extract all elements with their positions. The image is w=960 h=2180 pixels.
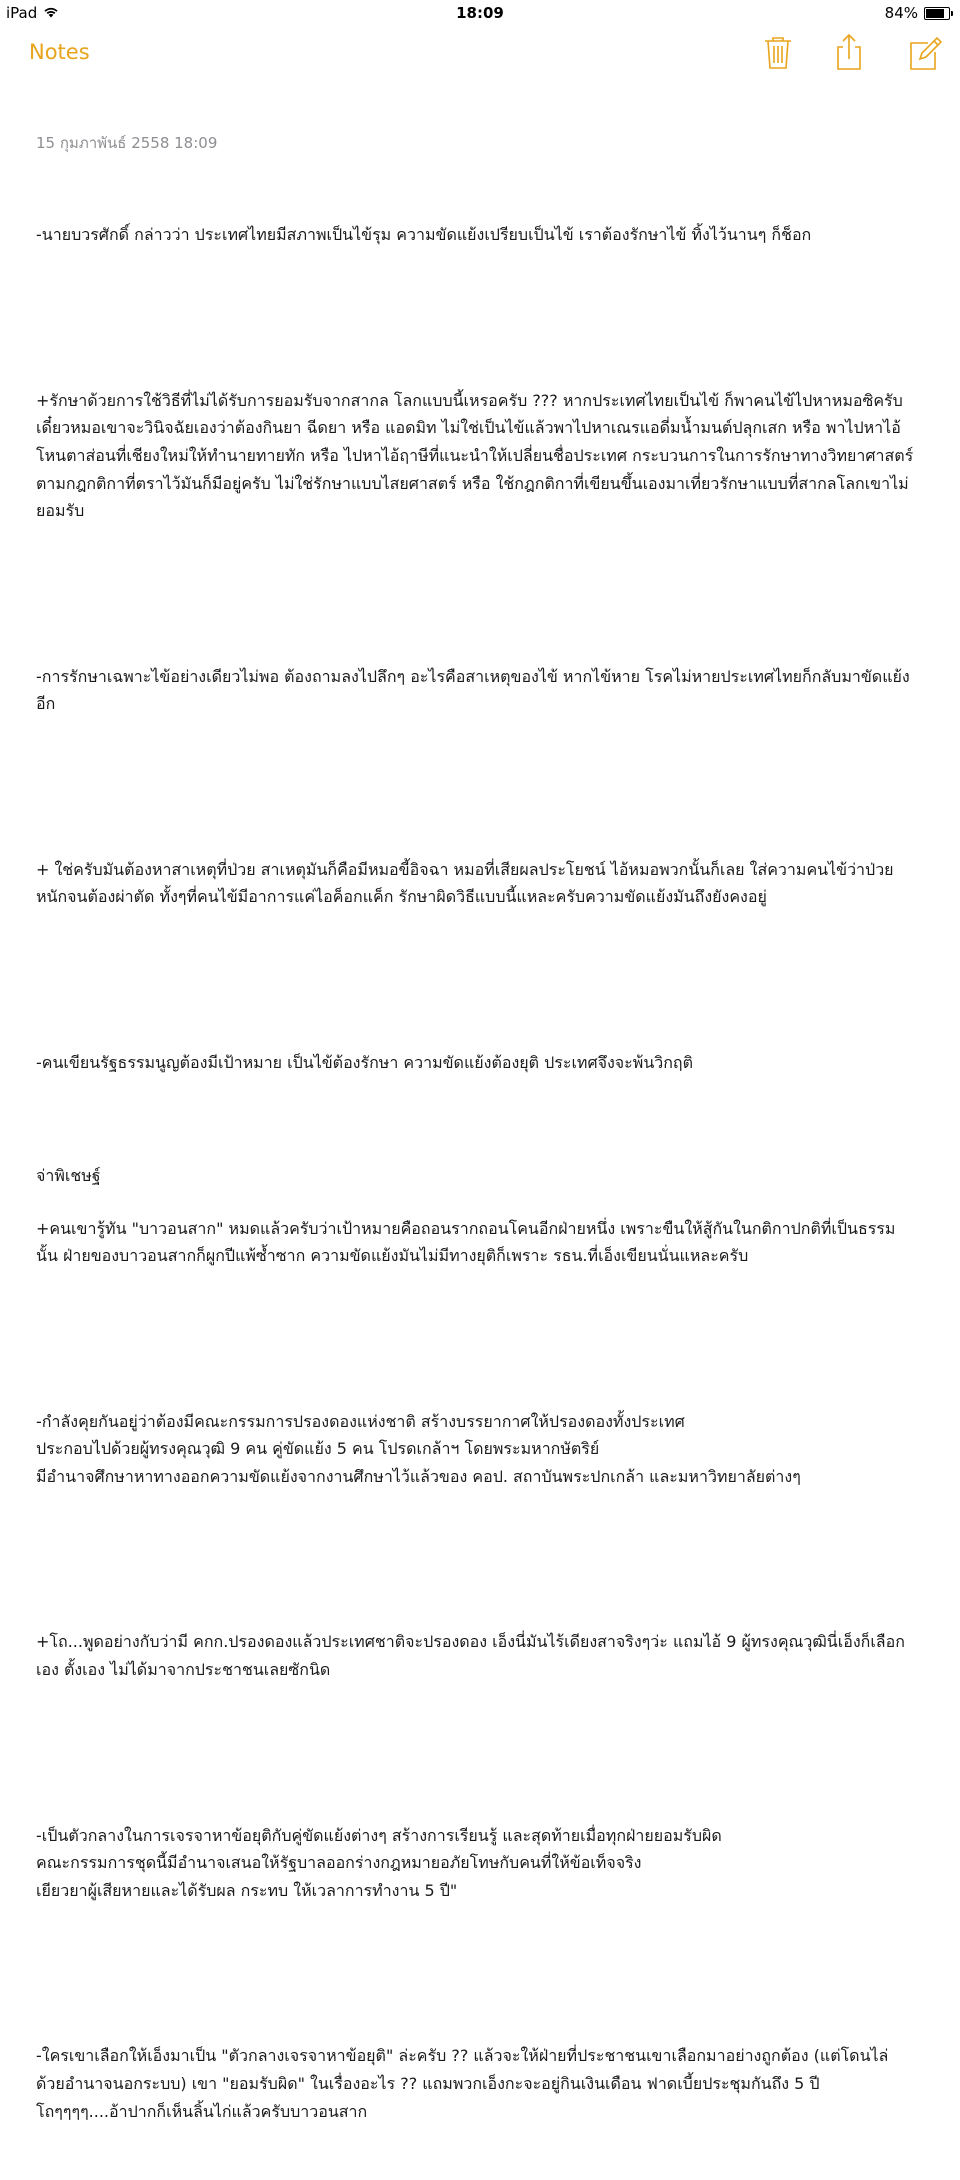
paragraph: +รักษาด้วยการใช้วิธีที่ไม่ได้รับการยอมรับจากสากล โลกแบบนี้เหรอครับ ??? หากประเทศไทยเป็นไข้ ก็พาคนไข้ไปหาหมอซิครับ เดี๋ยวหมอเขาจะวินิจฉัยเองว่าต้องกินยา ฉีดยา หรือ แอดมิท ไม่ใช่เป็นไข้แล้วพาไปหาเณรแอดี่มน้ำมนต์ปลุกเสก หรือ พาไปหาไอ้โหนตาส่อนที่เชียงใหม่ให้ทำนายทายทัก หรือ ไปหาไอ้ฤาษีที่แนะนำให้เปลี่ยนชื่อประเทศ กระบวนการในการรักษาทางวิทยาศาสตร์ ตามกฎกติกาที่ตราไว้มันก็มีอยู่ครับ ไม่ใช่รักษาแบบไสยศาสตร์ หรือ ใช้กฎกติกาที่เขียนขึ้นเองมาเที่ยวรักษาแบบที่สากลโลกเขาไม่ยอมรับ [36,390,919,521]
blank-line [36,1325,916,1353]
battery-icon [924,7,950,20]
notes-back-button[interactable]: Notes [29,40,90,64]
status-time: 18:09 [456,4,504,22]
blank-line [36,1960,916,1988]
paragraph: +โถ...พูดอย่างกับว่ามี คกก.ปรองดองแล้วประเทศชาติจะปรองดอง เอ็งนี่มันไร้เดียงสาจริงๆว่ะ แถมไอ้ 9 ผู้ทรงคุณวุฒินี่เอ็งก็เลือกเอง ตั้งเอง ไม่ได้มาจากประชาชนเลยซักนิด [36,1632,905,1680]
blank-line [36,1132,916,1160]
battery-percent: 84% [884,4,918,22]
blank-line [36,580,916,608]
share-icon[interactable] [831,32,867,72]
toolbar [0,26,960,86]
paragraph: -เป็นตัวกลางในการเจรจาหาข้อยุติกับคู่ขัดแย้งต่างๆ สร้างการเรียนรู้ และสุดท้ายเมื่อทุกฝ่ายยอมรับผิด คณะกรรมการชุดนี้มีอำนาจเสนอให้รัฐบาลออกร่างกฎหมายอภัยโทษกับคนที่ให้ข้อเท็จจริง เยียวยาผู้เสียหายและได้รับผล กระทบ ให้เวลาการทำงาน 5 ปี" [36,1825,722,1900]
paragraph: -ใครเขาเลือกให้เอ็งมาเป็น "ตัวกลางเจรจาหาข้อยุติ" ล่ะครับ ?? แล้วจะให้ฝ่ายที่ประชาชนเขาเลือกมาอย่างถูกต้อง (แต่โดนไล่ด้วยอำนาจนอกระบบ) เขา "ยอมรับผิด" ในเรื่องอะไร ?? แถมพวกเอ็งกะจะอยู่กินเงินเดือน ฟาดเบี้ยประชุมกันถึง 5 ปี โถๆๆๆๆ....อ้าปากก็เห็นลิ้นไก่แล้วครับบาวอนสาก [36,2046,889,2121]
compose-icon[interactable] [906,32,942,72]
note-signature: จ่าพิเชษฐ์ [36,1166,101,1185]
device-label: iPad [6,4,38,22]
note-body[interactable] [36,166,919,2180]
note-date: 15 กุมภาพันธ์ 2558 18:09 [36,134,218,152]
paragraph: -การรักษาเฉพาะไข้อย่างเดียวไม่พอ ต้องถามลงไปลึกๆ อะไรคือสาเหตุของไข้ หากไข้หาย โรคไม่หายประเทศไทยก็กลับมาขัดแย้งอีก [36,666,910,714]
paragraph: -นายบวรศักดิ์ กล่าวว่า ประเทศไทยมีสภาพเป็นไข้รุม ความขัดแย้งเปรียบเป็นไข้ เราต้องรักษาไข้ ทิ้งไว้นานๆ ก็ช็อก [36,225,812,245]
paragraph: + ใช่ครับมันต้องหาสาเหตุที่ป่วย สาเหตุมันก็คือมีหมอขี้อิจฉา หมอที่เสียผลประโยชน์ ไอ้หมอพวกนั้นก็เลย ใส่ความคนไข้ว่าป่วยหนักจนต้องผ่าตัด ทั้งๆที่คนไข้มีอาการแค่ไอค็อกแค็ก รักษาผิดวิธีแบบนี้แหละครับความขัดแย้งมันถึงยังคงอยู่ [36,859,894,907]
note-content[interactable] [36,131,919,2180]
status-right [885,4,950,22]
blank-line [36,1546,916,1574]
blank-line [36,773,916,801]
blank-line [36,966,916,994]
trash-icon[interactable] [760,32,796,72]
paragraph: -คนเขียนรัฐธรรมนูญต้องมีเป้าหมาย เป็นไข้ต้องรักษา ความขัดแย้งต้องยุติ ประเทศจึงจะพ้นวิกฤติ [36,1053,694,1072]
paragraph: -กำลังคุยกันอยู่ว่าต้องมีคณะกรรมการปรองดองแห่งชาติ สร้างบรรยากาศให้ปรองดองทั้งประเทศ ประกอบไปด้วยผู้ทรงคุณวุฒิ 9 คน คู่ขัดแย้ง 5 คน โปรดเกล้าฯ โดยพระมหากษัตริย์ มีอำนาจศึกษาหาทางออกความขัดแย้งจากงานศึกษาไว้แล้วของ คอป. สถาบันพระปกเกล้า และมหาวิทยาลัยต่างๆ [36,1411,801,1486]
paragraph: +คนเขารู้ทัน "บาวอนสาก" หมดแล้วครับว่าเป้าหมายคือถอนรากถอนโคนอีกฝ่ายหนึ่ง เพราะขืนให้สู้กันในกติกาปกติที่เป็นธรรมนั้น ฝ่ายของบาวอนสากก็ผูกปีแพ้ซ้ำซาก ความขัดแย้งมันไม่มีทางยุติก็เพราะ รธน.ที่เอ็งเขียนนั่นแหละครับ [36,1218,896,1266]
blank-line [36,1739,916,1767]
status-bar [0,0,960,26]
blank-line [36,304,916,332]
